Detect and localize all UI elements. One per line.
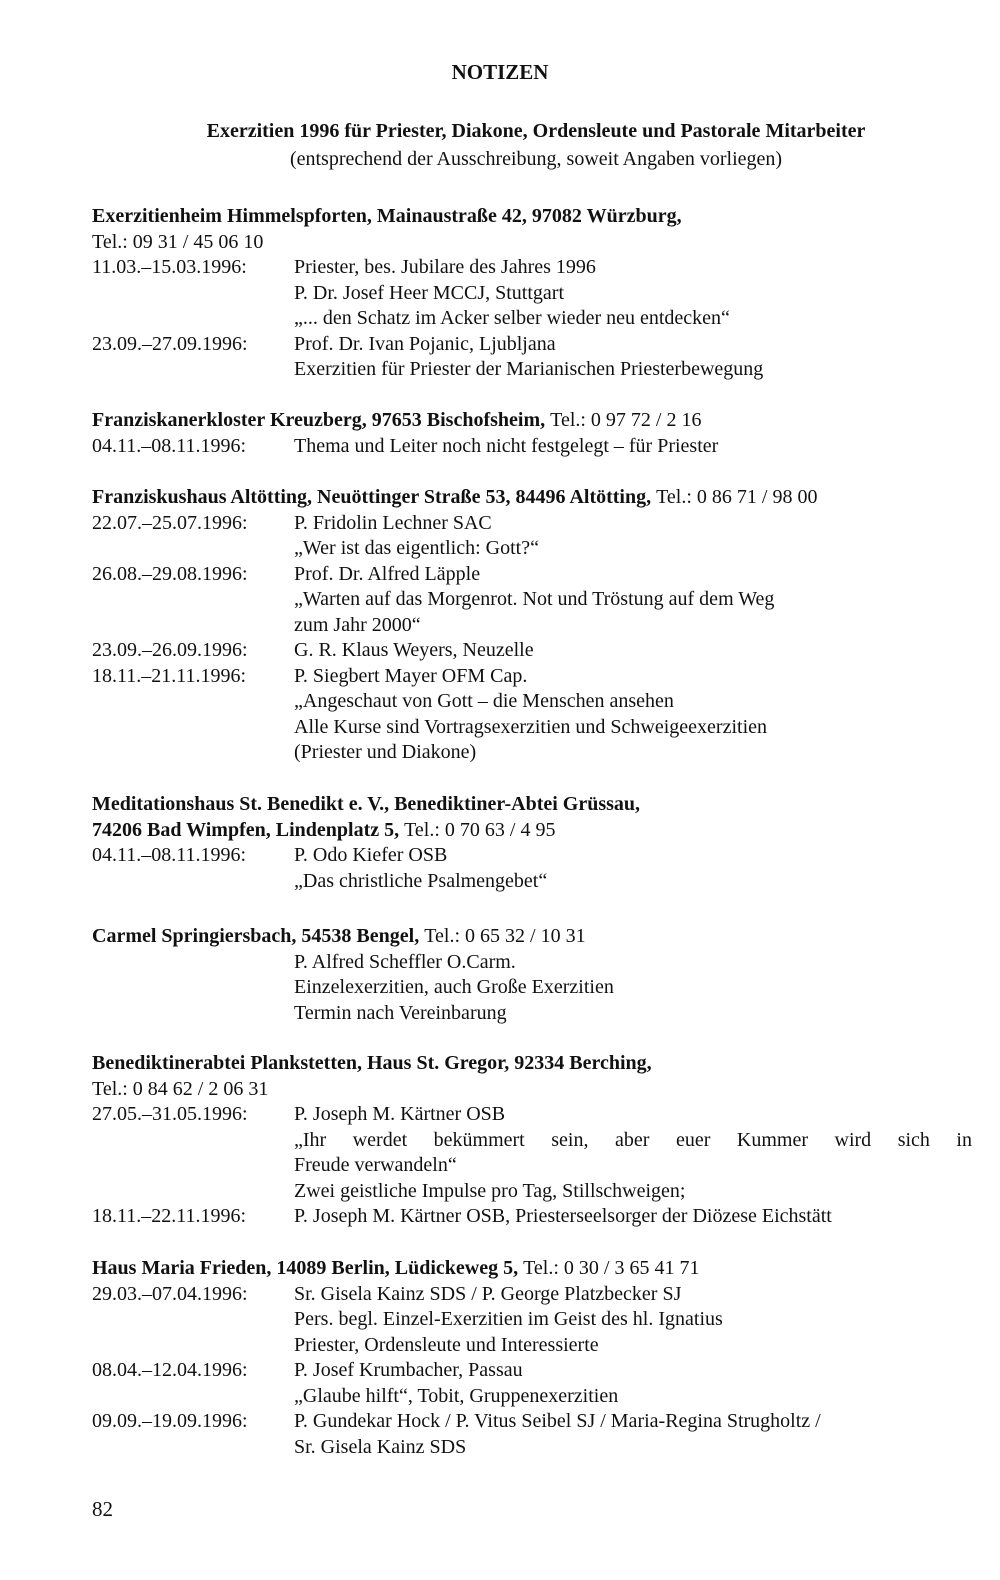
- entry-date: 04.11.–08.11.1996:: [92, 434, 247, 457]
- entry-text: Einzelexerzitien, auch Große Exerzitien: [294, 976, 614, 998]
- entry-text: Thema und Leiter noch nicht festgelegt – für Priester: [294, 434, 719, 457]
- section-address: 74206 Bad Wimpfen, Lindenplatz 5,: [92, 818, 400, 841]
- section-heading: Meditationshaus St. Benedikt e. V., Benediktiner-Abtei Grüssau,: [92, 793, 641, 815]
- entry: [92, 664, 972, 690]
- entry-text: P. Alfred Scheffler O.Carm.: [294, 950, 516, 973]
- section-telephone: Tel.: 0 70 63 / 4 95: [404, 818, 556, 841]
- entry-text: Zwei geistliche Impulse pro Tag, Stillschweigen;: [294, 1179, 686, 1202]
- section-telephone: Tel.: 0 86 71 / 98 00: [656, 486, 818, 508]
- entry-text: Exerzitien für Priester der Marianischen Priesterbewegung: [294, 358, 764, 380]
- entry-text: Priester, Ordensleute und Interessierte: [294, 1333, 599, 1356]
- entry-date: 18.11.–22.11.1996:: [92, 1205, 247, 1227]
- entry-date: 23.09.–26.09.1996:: [92, 639, 248, 661]
- entry-text: G. R. Klaus Weyers, Neuzelle: [294, 639, 534, 661]
- entry-date: 04.11.–08.11.1996:: [92, 844, 247, 866]
- entry: [92, 1102, 972, 1128]
- section-kreuzberg: [92, 408, 972, 459]
- section-name: Carmel Springiersbach, 54538 Bengel,: [92, 925, 420, 947]
- entry-text: P. Dr. Josef Heer MCCJ, Stuttgart: [294, 281, 564, 304]
- entry-text: Freude verwandeln“: [294, 1154, 457, 1176]
- entry: [92, 1409, 972, 1435]
- entry: [92, 434, 972, 460]
- entry-text: P. Fridolin Lechner SAC: [294, 511, 492, 534]
- page-title: NOTIZEN: [451, 60, 549, 84]
- entry: [92, 1282, 972, 1308]
- page-subtitle: Exerzitien 1996 für Priester, Diakone, Ordensleute und Pastorale Mitarbeiter: [206, 120, 866, 142]
- section-himmelspforten: [92, 204, 972, 383]
- section-haus-maria-frieden: [92, 1256, 972, 1460]
- entry-text: „Glaube hilft“, Tobit, Gruppenexerzitien: [294, 1384, 619, 1407]
- section-st-benedikt: [92, 792, 972, 894]
- entry: [92, 843, 972, 869]
- entry-text: P. Odo Kiefer OSB: [294, 844, 448, 866]
- entry-date: 27.05.–31.05.1996:: [92, 1103, 248, 1125]
- section-heading: [92, 408, 972, 434]
- entry-text: Priester, bes. Jubilare des Jahres 1996: [294, 256, 596, 278]
- entry-text: P. Joseph M. Kärtner OSB, Priesterseelsorger der Diözese Eichstätt: [294, 1205, 832, 1227]
- entry: [92, 332, 972, 358]
- section-franziskushaus: [92, 485, 972, 766]
- section-heading: Exerzitienheim Himmelspforten, Mainaustraße 42, 97082 Würzburg,: [92, 205, 682, 227]
- section-telephone: Tel.: 0 30 / 3 65 41 71: [523, 1257, 700, 1279]
- entry-date: 18.11.–21.11.1996:: [92, 664, 247, 687]
- entry-text: Prof. Dr. Alfred Läpple: [294, 562, 481, 585]
- section-heading: [92, 485, 972, 511]
- section-heading: [92, 1256, 972, 1282]
- section-name: Haus Maria Frieden, 14089 Berlin, Lüdickeweg 5,: [92, 1257, 519, 1279]
- entry-date: 11.03.–15.03.1996:: [92, 256, 247, 278]
- entry: [92, 562, 972, 588]
- page-number: 82: [92, 1497, 113, 1521]
- entry-date: 08.04.–12.04.1996:: [92, 1359, 248, 1381]
- section-telephone: Tel.: 0 65 32 / 10 31: [424, 925, 586, 947]
- entry-text: P. Siegbert Mayer OFM Cap.: [294, 664, 528, 687]
- entry-text: Prof. Dr. Ivan Pojanic, Ljubljana: [294, 332, 556, 355]
- section-carmel-springiersbach: [92, 924, 972, 1026]
- section-heading: [92, 924, 972, 950]
- entry-text: Alle Kurse sind Vortragsexerzitien und Schweigeexerzitien: [294, 715, 768, 738]
- section-heading: Benediktinerabtei Plankstetten, Haus St. Gregor, 92334 Berching,: [92, 1052, 652, 1074]
- entry: [92, 638, 972, 664]
- entry-text: zum Jahr 2000“: [294, 613, 421, 636]
- entry-text: Termin nach Vereinbarung: [294, 1001, 507, 1024]
- entry-text: „Angeschaut von Gott – die Menschen ansehen: [294, 690, 674, 712]
- entry-date: 09.09.–19.09.1996:: [92, 1410, 248, 1432]
- entry-continuation: [92, 1128, 972, 1154]
- entry: [92, 511, 972, 537]
- entry-date: 29.03.–07.04.1996:: [92, 1282, 248, 1305]
- entry-text: „Warten auf das Morgenrot. Not und Tröstung auf dem Weg: [294, 588, 775, 610]
- section-plankstetten: [92, 1051, 972, 1230]
- entry-date: 23.09.–27.09.1996:: [92, 332, 248, 355]
- entry-text: „Das christliche Psalmengebet“: [294, 869, 548, 892]
- entry-text: Sr. Gisela Kainz SDS: [294, 1435, 467, 1458]
- entry-text: Pers. begl. Einzel-Exerzitien im Geist des hl. Ignatius: [294, 1308, 723, 1330]
- entry-text: (Priester und Diakone): [294, 741, 477, 763]
- entry: [92, 1358, 972, 1384]
- page-subnote: (entsprechend der Ausschreibung, soweit Angaben vorliegen): [289, 148, 783, 170]
- entry-text: Sr. Gisela Kainz SDS / P. George Platzbecker SJ: [294, 1282, 682, 1305]
- entry-text: „... den Schatz im Acker selber wieder neu entdecken“: [294, 307, 730, 329]
- entry-text: P. Gundekar Hock / P. Vitus Seibel SJ / Maria-Regina Strugholtz /: [294, 1410, 821, 1432]
- section-telephone: Tel.: 0 97 72 / 2 16: [550, 409, 702, 431]
- section-heading-line2: [92, 818, 972, 844]
- entry-date: 26.08.–29.08.1996:: [92, 562, 248, 585]
- section-name: Franziskanerkloster Kreuzberg, 97653 Bischofsheim,: [92, 409, 546, 431]
- entry: [92, 1204, 972, 1230]
- section-telephone: Tel.: 0 84 62 / 2 06 31: [92, 1077, 269, 1100]
- entry-text: P. Joseph M. Kärtner OSB: [294, 1103, 506, 1125]
- section-telephone: Tel.: 09 31 / 45 06 10: [92, 230, 264, 253]
- entry-text: P. Josef Krumbacher, Passau: [294, 1359, 523, 1381]
- entry-date: 22.07.–25.07.1996:: [92, 511, 248, 534]
- section-name: Franziskushaus Altötting, Neuöttinger Straße 53, 84496 Altötting,: [92, 486, 652, 508]
- entry-text: „Ihr werdet bekümmert sein, aber euer Kummer wird sich in: [294, 1128, 972, 1151]
- entry: [92, 255, 972, 281]
- entry-text: „Wer ist das eigentlich: Gott?“: [294, 537, 539, 559]
